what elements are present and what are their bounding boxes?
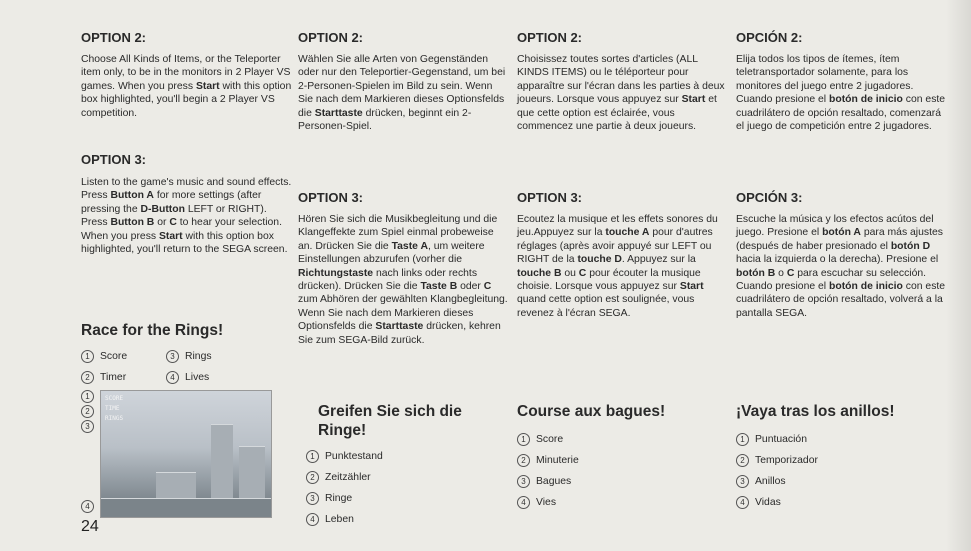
circled-number: 4 bbox=[81, 500, 94, 513]
hud-score: SCORE bbox=[105, 395, 124, 402]
hud-rings: RINGS bbox=[105, 415, 124, 422]
option3-heading: OPCIÓN 3: bbox=[736, 190, 803, 205]
option3-text: Listen to the game's music and sound effects. Press Button A for more settings (after pressing the D-Button LEFT or RIGHT). Press Button B or C to hear your selection. When you press Start with this option box highlighted, you'll return to the SEGA screen. bbox=[81, 177, 292, 256]
circled-number: 1 bbox=[81, 390, 94, 403]
bold-term: Starttaste bbox=[375, 321, 424, 333]
option2-heading: OPTION 2: bbox=[81, 30, 147, 45]
race-heading: ¡Vaya tras los anillos! bbox=[736, 403, 895, 420]
bold-term: touche D bbox=[577, 254, 622, 266]
option3-heading: OPTION 3: bbox=[81, 152, 147, 167]
legend-label: Puntuación bbox=[755, 434, 807, 445]
circled-number: 1 bbox=[306, 450, 319, 463]
circled-number: 3 bbox=[306, 492, 319, 505]
option3-text: Escuche la música y los efectos acútos del juego. Presione el botón A para más ajustes (después de haber presionado el botón D hacia la izquierda o la derecha). Presione el botón B o C para escuchar su selección. Cuando presione el botón de inicio con este cuadrilátero de opción resaltado, volverá a la pantalla SEGA. bbox=[736, 214, 946, 319]
legend-label: Zeitzähler bbox=[325, 472, 371, 483]
bold-term: C bbox=[169, 217, 177, 229]
race-legend bbox=[306, 446, 383, 530]
list-item bbox=[306, 467, 383, 488]
legend-label: Minuterie bbox=[536, 455, 579, 466]
bold-term: D-Button bbox=[140, 203, 185, 215]
list-item bbox=[517, 471, 579, 492]
bold-term: botón B bbox=[736, 267, 776, 279]
race-legend bbox=[517, 429, 579, 513]
legend-label: Ringe bbox=[325, 493, 353, 504]
race-legend bbox=[81, 346, 261, 388]
list-item bbox=[306, 446, 383, 467]
legend-label: Vies bbox=[536, 497, 557, 508]
legend-label: Vidas bbox=[755, 497, 781, 508]
bold-term: botón D bbox=[890, 240, 931, 252]
bold-term: Button A bbox=[110, 190, 154, 202]
circled-number: 4 bbox=[736, 496, 749, 509]
legend-label: Bagues bbox=[536, 476, 572, 487]
list-item bbox=[736, 450, 818, 471]
circled-number: 1 bbox=[517, 433, 530, 446]
option3-heading: OPTION 3: bbox=[298, 190, 364, 205]
bold-term: touche A bbox=[605, 227, 650, 239]
bold-term: Start bbox=[681, 94, 706, 106]
list-item bbox=[306, 509, 383, 530]
circled-number: 3 bbox=[736, 475, 749, 488]
bold-term: Start bbox=[195, 80, 220, 92]
option2-heading: OPTION 2: bbox=[298, 30, 364, 45]
bold-term: C bbox=[483, 281, 492, 293]
race-legend bbox=[736, 429, 818, 513]
page-number: 24 bbox=[81, 518, 99, 535]
circled-number: 4 bbox=[306, 513, 319, 526]
circled-number: 2 bbox=[81, 405, 94, 418]
legend-label: Punktestand bbox=[325, 451, 383, 462]
option3-text: Hören Sie sich die Musikbegleitung und die Klangeffekte zum Spiel einmal probeweise an. Drücken Sie die Taste A, um weitere Einstellungen abzurufen (vorher die Richtungstaste nach links oder rechts drücken). Drücken Sie die Taste B oder C zum Abhören der gewählten Klangbegleitung. Wenn Sie nach dem Markieren dieses Optionsfelds die Starttaste drücken, kehren Sie zum SEGA-Bild zurück. bbox=[298, 214, 508, 346]
option2-heading: OPTION 2: bbox=[517, 30, 583, 45]
option2-heading: OPCIÓN 2: bbox=[736, 30, 803, 45]
legend-label: Timer bbox=[100, 372, 127, 383]
list-item bbox=[306, 488, 383, 509]
list-item bbox=[166, 367, 251, 388]
bold-term: C bbox=[578, 267, 587, 279]
list-item bbox=[736, 492, 818, 513]
option2-text: Choose All Kinds of Items, or the Teleporter item only, to be in the monitors in 2 Player VS games. When you press Start with this option box highlighted, you'll begin a 2 Player VS competition. bbox=[81, 54, 292, 119]
page-edge-shadow bbox=[946, 0, 971, 551]
bold-term: Start bbox=[158, 230, 183, 242]
circled-number: 2 bbox=[736, 454, 749, 467]
circled-number: 1 bbox=[81, 350, 94, 363]
option3-heading: OPTION 3: bbox=[517, 190, 583, 205]
list-item bbox=[81, 346, 166, 367]
list-item bbox=[736, 429, 818, 450]
legend-label: Rings bbox=[185, 351, 212, 362]
bold-term: botón de inicio bbox=[829, 281, 903, 293]
hud-time: TIME bbox=[105, 405, 120, 412]
legend-label: Score bbox=[536, 434, 564, 445]
circled-number: 3 bbox=[517, 475, 530, 488]
race-heading: Race for the Rings! bbox=[81, 322, 224, 339]
race-heading: Course aux bagues! bbox=[517, 403, 666, 420]
bold-term: Taste B bbox=[420, 281, 458, 293]
circled-number: 2 bbox=[306, 471, 319, 484]
list-item bbox=[166, 346, 251, 367]
legend-label: Anillos bbox=[755, 476, 786, 487]
list-item bbox=[517, 492, 579, 513]
bold-term: Button B bbox=[110, 217, 155, 229]
option3-text: Ecoutez la musique et les effets sonores du jeu.Appuyez sur la touche A pour d'autres réglages (après avoir appuyé sur LEFT ou RIGHT de la touche D. Appuyez sur la touche B ou C pour écouter la musique choisie. Lorsque vous appuyez sur Start quand cette option est soulignée, vous revenez à l'écran SEGA. bbox=[517, 214, 718, 319]
bold-term: Start bbox=[679, 281, 704, 293]
race-heading: Greifen Sie sich die Ringe! bbox=[318, 403, 462, 439]
circled-number: 3 bbox=[81, 420, 94, 433]
legend-label: Leben bbox=[325, 514, 354, 525]
bold-term: Richtungstaste bbox=[298, 267, 374, 279]
option2-text: Choisissez toutes sortes d'articles (ALL KINDS ITEMS) ou le téléporteur pour apparaître sur l'écran dans les parties à deux joueurs. Lorsque vous appuyez sur Start et que cette option est éclairée, vous commencez une partie à deux joueurs. bbox=[517, 54, 725, 133]
legend-label: Temporizador bbox=[755, 455, 818, 466]
circled-number: 2 bbox=[81, 371, 94, 384]
option2-text: Wählen Sie alle Arten von Gegenständen oder nur den Teleportier-Gegenstand, um bei 2-Personen-Spielen im Bild zu sein. Wenn Sie nach dem Markieren dieses Optionsfelds die Starttaste drücken, beginnt ein 2-Personen-Spiel. bbox=[298, 54, 506, 133]
list-item bbox=[517, 450, 579, 471]
game-screenshot bbox=[100, 390, 272, 518]
list-item bbox=[736, 471, 818, 492]
bold-term: botón A bbox=[822, 227, 861, 239]
option2-text: Elija todos los tipos de ítemes, ítem teletransportador solamente, para los monitores del juego entre 2 jugadores. Cuando presione el botón de inicio con este cuadrilátero de opción resaltado, comenzará el juego de competición entre 2 jugadores. bbox=[736, 54, 946, 133]
bold-term: C bbox=[786, 267, 795, 279]
bold-term: Taste A bbox=[391, 240, 428, 252]
circled-number: 4 bbox=[166, 371, 179, 384]
bold-term: botón de inicio bbox=[829, 94, 903, 106]
circled-number: 1 bbox=[736, 433, 749, 446]
legend-label: Score bbox=[100, 351, 128, 362]
list-item bbox=[517, 429, 579, 450]
circled-number: 4 bbox=[517, 496, 530, 509]
bold-term: touche B bbox=[517, 267, 562, 279]
circled-number: 3 bbox=[166, 350, 179, 363]
bold-term: Starttaste bbox=[314, 107, 363, 119]
list-item bbox=[81, 367, 166, 388]
circled-number: 2 bbox=[517, 454, 530, 467]
ground-shape bbox=[101, 498, 271, 517]
legend-label: Lives bbox=[185, 372, 210, 383]
